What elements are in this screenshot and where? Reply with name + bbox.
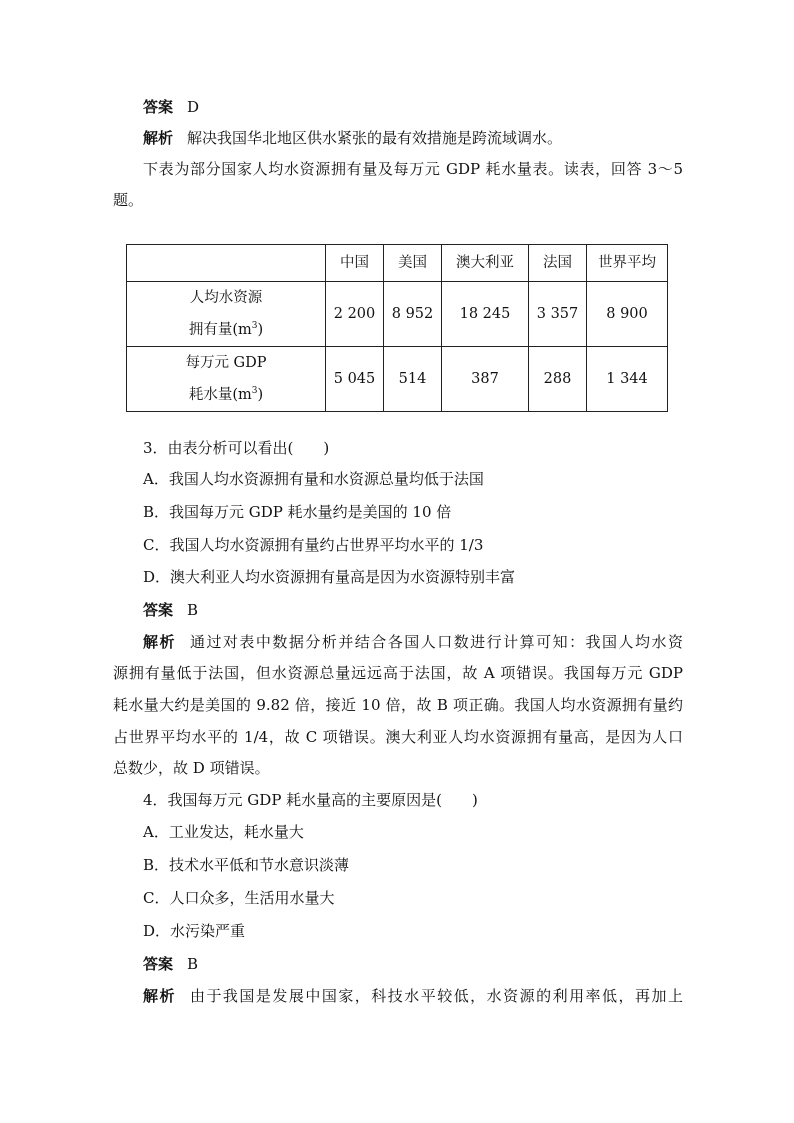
column-header: 中国 bbox=[326, 245, 384, 282]
table-cell: 1 344 bbox=[587, 347, 668, 412]
question-3-option-b: B．我国每万元 GDP 耗水量约是美国的 10 倍 bbox=[143, 503, 452, 521]
question-3-option-a: A．我国人均水资源拥有量和水资源总量均低于法国 bbox=[143, 470, 484, 488]
question-4-option-a: A．工业发达，耗水量大 bbox=[143, 823, 304, 841]
answer-label: 答案 bbox=[143, 98, 174, 116]
intro-line-1: 下表为部分国家人均水资源拥有量及每万元 GDP 耗水量表。读表，回答 3～5 bbox=[143, 160, 683, 178]
table-cell: 5 045 bbox=[326, 347, 384, 412]
row-label: 每万元 GDP 耗水量$(m^3)$ bbox=[127, 347, 326, 412]
intro-line-2: 题。 bbox=[113, 191, 144, 209]
table-cell: 8 900 bbox=[587, 282, 668, 347]
explanation-text: 由于我国是发展中国家，科技水平较低，水资源的利用率低，再加上 bbox=[189, 987, 683, 1005]
answer-line-q3 bbox=[143, 599, 683, 621]
column-header: 澳大利亚 bbox=[442, 245, 529, 282]
question-4-stem: 4．我国每万元 GDP 耗水量高的主要原因是( ) bbox=[143, 791, 478, 809]
answer-line-q4 bbox=[143, 953, 683, 975]
table-corner-cell bbox=[127, 245, 326, 282]
table-cell: 3 357 bbox=[529, 282, 587, 347]
answer-label: 答案 bbox=[143, 955, 174, 973]
answer-line-q2 bbox=[143, 96, 683, 118]
explanation-text: 解决我国华北地区供水紧张的最有效措施是跨流域调水。 bbox=[187, 129, 563, 147]
table-cell: 18 245 bbox=[442, 282, 529, 347]
answer-value: B bbox=[187, 601, 199, 619]
answer-value: D bbox=[187, 98, 200, 116]
question-4-option-c: C．人口众多，生活用水量大 bbox=[143, 889, 335, 907]
column-header: 世界平均 bbox=[587, 245, 668, 282]
table-cell: 387 bbox=[442, 347, 529, 412]
question-3-stem: 3．由表分析可以看出( ) bbox=[143, 439, 330, 457]
explanation-label: 解析 bbox=[143, 633, 176, 651]
row-label: 人均水资源 拥有量$(m^3)$ bbox=[127, 282, 326, 347]
explanation-line-q2 bbox=[143, 127, 683, 149]
column-header: 美国 bbox=[384, 245, 442, 282]
explanation-label: 解析 bbox=[143, 987, 176, 1005]
explanation-line-q3: 耗水量大约是美国的 9.82 倍，接近 10 倍，故 B 项正确。我国人均水资源拥有量约 bbox=[113, 696, 683, 714]
table-cell: 2 200 bbox=[326, 282, 384, 347]
explanation-line-q3 bbox=[143, 631, 683, 653]
explanation-line-q3: 源拥有量低于法国，但水资源总量远远高于法国，故 A 项错误。我国每万元 GDP bbox=[113, 664, 683, 682]
answer-label: 答案 bbox=[143, 601, 174, 619]
question-3-option-c: C．我国人均水资源拥有量约占世界平均水平的 1/3 bbox=[143, 536, 484, 554]
table-cell: 514 bbox=[384, 347, 442, 412]
explanation-label: 解析 bbox=[143, 129, 174, 147]
table-row bbox=[127, 347, 668, 412]
question-4-option-b: B．技术水平低和节水意识淡薄 bbox=[143, 856, 350, 874]
explanation-line-q4 bbox=[143, 985, 683, 1007]
table-row bbox=[127, 282, 668, 347]
answer-value: B bbox=[187, 955, 199, 973]
column-header: 法国 bbox=[529, 245, 587, 282]
explanation-text: 通过对表中数据分析并结合各国人口数进行计算可知：我国人均水资 bbox=[189, 633, 683, 651]
explanation-line-q3: 占世界平均水平的 1/4，故 C 项错误。澳大利亚人均水资源拥有量高，是因为人口 bbox=[113, 728, 683, 746]
explanation-line-q3: 总数少，故 D 项错误。 bbox=[113, 759, 270, 777]
table-header-row bbox=[127, 245, 668, 282]
table-cell: 288 bbox=[529, 347, 587, 412]
question-3-option-d: D．澳大利亚人均水资源拥有量高是因为水资源特别丰富 bbox=[143, 568, 516, 586]
question-4-option-d: D．水污染严重 bbox=[143, 922, 246, 940]
water-resources-table bbox=[126, 244, 668, 412]
table-cell: 8 952 bbox=[384, 282, 442, 347]
